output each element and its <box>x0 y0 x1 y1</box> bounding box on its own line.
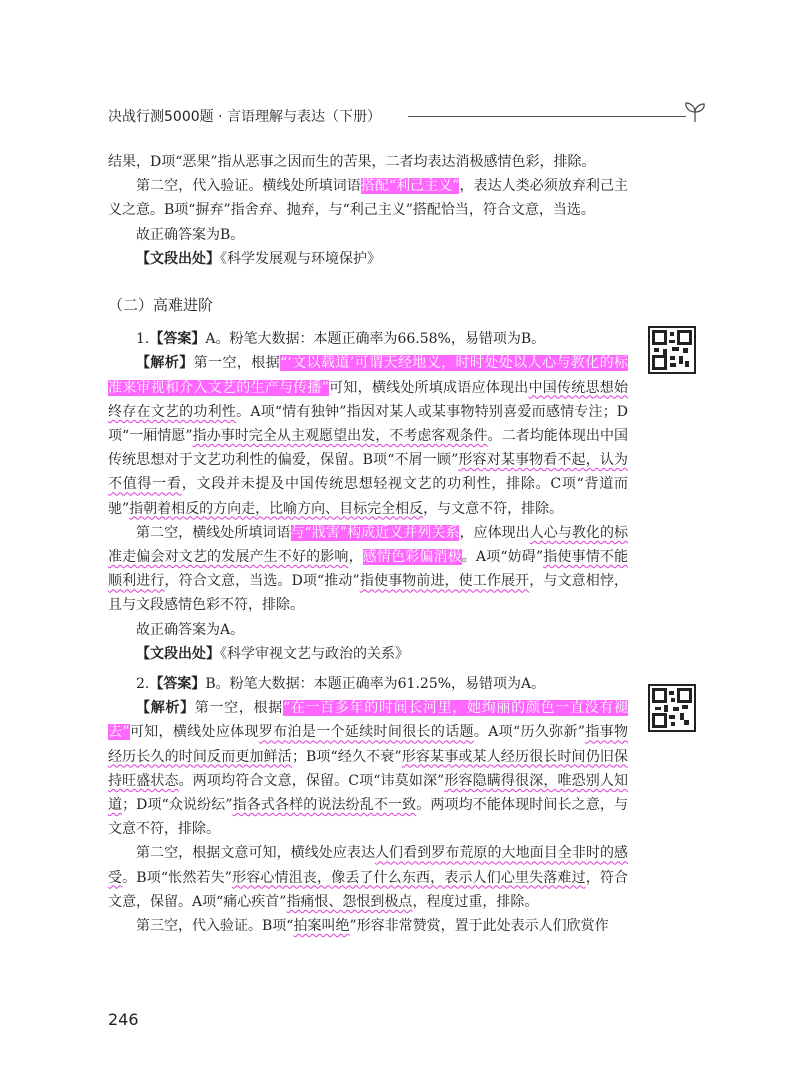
text: 第一空，根据 <box>193 355 281 372</box>
analysis-paragraph <box>108 841 628 914</box>
wavy-underline: 形容某事或某人经历很长时间仍旧保持旺盛状态 <box>108 748 629 789</box>
wavy-underline: 指各式各样的说法纷乱不一致 <box>232 797 417 814</box>
wavy-underline: 形容对某事物看不起，认为不值得一看 <box>108 452 628 493</box>
wavy-underline: 形容心情沮丧，像丢了什么东西，表示人们心里失落难过 <box>231 869 586 886</box>
text: 第三空，代入验证。B项“ <box>136 918 294 935</box>
wavy-underline: 指朝着相反的方向走，比喻方向、目标完全相反 <box>129 500 424 517</box>
book-title: 决战行测5000题 · 言语理解与表达（下册） <box>108 106 387 126</box>
text: 第二空，代入验证。横线处所填词语 <box>136 178 361 195</box>
text: 。B项“怅然若失” <box>122 869 232 886</box>
text: 第二空，根据文意可知，横线处应表达 <box>136 845 375 862</box>
page-number: 246 <box>108 1010 139 1029</box>
paragraph <box>108 174 628 222</box>
source-label: 【文段出处】 <box>136 250 220 267</box>
highlight: “‘文以载道’可谓天经地义，时时处处以人心与教化的标准来审视和介入文艺的生产与传播” <box>108 355 629 396</box>
paragraph <box>108 223 628 247</box>
text: ，文段并未提及中国传统思想轻视文艺的功利性，排除。C项“背道而驰” <box>108 476 628 517</box>
analysis-paragraph <box>108 351 628 520</box>
answer-line <box>108 672 628 696</box>
wavy-underline: 人们看到罗布荒原的大地面目全非时的感受 <box>108 845 628 886</box>
text: ，与文意不符，排除。 <box>423 500 564 517</box>
analysis-label: 【解析】 <box>136 355 194 372</box>
text: ， <box>348 549 363 566</box>
analysis-paragraph <box>108 521 628 618</box>
source-line <box>108 247 628 271</box>
source-title: 《科学审视文艺与政治的关系》 <box>220 645 409 662</box>
question-number: 2. <box>136 676 150 693</box>
text: 可知，横线处所填成语应体现出 <box>328 379 529 396</box>
wavy-underline: 形容隐瞒得很深，唯恐别人知道 <box>108 772 628 814</box>
source-title: 《科学发展观与环境保护》 <box>220 250 381 267</box>
text: ”形容非常赞赏，置于此处表示人们欣赏作 <box>349 918 609 935</box>
text: ，与文意相悖，且与文段感情色彩不符，排除。 <box>108 573 629 614</box>
answer-label: 【答案】 <box>149 676 206 693</box>
wavy-underline: 罗布泊是一个延续时间很长的话题 <box>258 724 474 741</box>
header-rule <box>408 116 686 117</box>
text: 。A项“历久弥新” <box>473 724 585 741</box>
section-title: （二）高难进阶 <box>108 296 214 315</box>
analysis-label: 【解析】 <box>136 700 195 717</box>
text: ；D项“众说纷纭” <box>122 797 233 814</box>
text: 故正确答案为A。 <box>136 621 245 638</box>
sprout-icon <box>682 100 708 124</box>
text: ；B项“经久不衰” <box>291 748 402 765</box>
question-number: 1. <box>136 331 150 348</box>
text: 可知，横线处应体现 <box>129 724 259 741</box>
text: 。两项均不能体现时间长之意，与文意不符，排除。 <box>108 797 628 838</box>
wavy-underline: 中国传统思想始终存在文艺的功利性 <box>108 379 629 420</box>
highlight: 感情色彩偏消极 <box>362 549 462 566</box>
source-label: 【文段出处】 <box>136 645 220 662</box>
text: ，符合文意，当选。D项“推动” <box>164 573 360 590</box>
highlight: 搭配“利己主义” <box>360 178 460 195</box>
qr-code-icon[interactable] <box>648 326 696 374</box>
wavy-underline: 拍案叫绝 <box>293 918 350 935</box>
wavy-underline: 人心与教化的标准走偏会对文艺的发展产生不好的影响 <box>108 524 629 566</box>
text: 第二空，横线处所填词语 <box>136 524 291 541</box>
analysis-paragraph <box>108 914 628 938</box>
text: 。二者均能体现出中国传统思想对于文艺功利性的偏爱，保留。B项“不屑一顾” <box>108 428 628 469</box>
page-body <box>108 150 628 938</box>
source-line <box>108 642 628 666</box>
text: 。A项“妨碍” <box>461 549 544 566</box>
text: 结果，D项“恶果”指从恶事之因而生的苦果，二者均表达消极感情色彩，排除。 <box>108 154 596 170</box>
highlight: “在一百多年的时间长河里，她绚丽的颜色一直没有褪去” <box>108 700 629 741</box>
answer-line <box>108 327 628 351</box>
text: 故正确答案为B。 <box>136 226 245 243</box>
text: ，程度过重，排除。 <box>412 893 539 910</box>
highlight: 与“戕害”构成近义并列关系 <box>290 524 460 541</box>
running-header <box>108 100 708 130</box>
text: ，符合文意，保留。A项“痛心疾首” <box>108 869 629 910</box>
text: ，应体现出 <box>459 524 530 541</box>
wavy-underline: 指办事时完全从主观愿望出发，不考虑客观条件 <box>192 428 488 445</box>
paragraph <box>108 150 628 174</box>
text: 。两项均符合文意，保留。C项“讳莫如深” <box>178 772 445 789</box>
paragraph <box>108 618 628 642</box>
answer-text: B。粉笔大数据：本题正确率为61.25%，易错项为A。 <box>205 676 546 693</box>
answer-text: A。粉笔大数据：本题正确率为66.58%，易错项为B。 <box>205 331 546 348</box>
wavy-underline: 指事物经历长久的时间反而更加鲜活 <box>108 724 629 765</box>
qr-code-icon[interactable] <box>648 684 696 732</box>
wavy-underline: 指使事物前进，使工作展开 <box>359 573 530 590</box>
analysis-paragraph <box>108 696 628 841</box>
answer-label: 【答案】 <box>149 331 206 348</box>
text: ，表达人类必须放弃利己主义之意。B项“摒弃”指舍弃、抛弃，与“利己主义”搭配恰当，符合文意，当选。 <box>108 178 628 219</box>
text: 。A项“情有独钟”指因对某人或某事物特别喜爱而感情专注；D项“一厢情愿” <box>108 403 628 445</box>
wavy-underline: 指使事情不能顺利进行 <box>108 549 629 590</box>
wavy-underline: 指痛恨、怨恨到极点 <box>286 893 413 910</box>
text: 第一空，根据 <box>194 700 283 717</box>
